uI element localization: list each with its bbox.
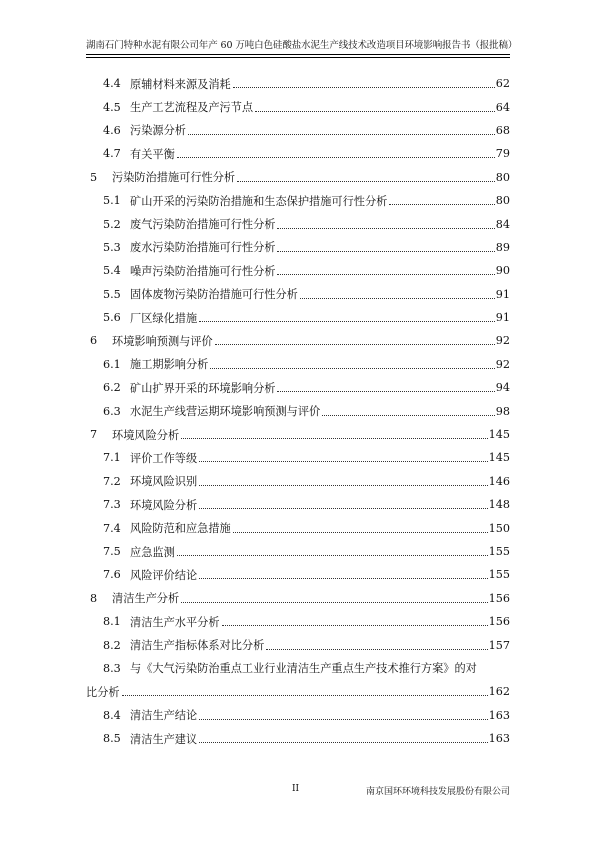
toc-entry-number: 8.3 — [103, 661, 121, 675]
toc-entry-title: 清洁生产分析 — [112, 592, 180, 606]
toc-entry[interactable] — [86, 587, 510, 610]
dot-leader — [199, 578, 488, 579]
dot-leader — [233, 532, 488, 533]
toc-entry-number: 8.4 — [103, 708, 121, 722]
toc-entry-page: 145 — [488, 428, 510, 442]
toc-entry-number: 6.2 — [103, 381, 121, 395]
header-rule — [86, 54, 510, 55]
toc-entry-title: 施工期影响分析 — [130, 358, 209, 372]
toc-entry-page: 150 — [488, 521, 510, 535]
toc-entry[interactable] — [86, 95, 510, 118]
dot-leader — [199, 508, 488, 509]
toc-entry[interactable] — [86, 727, 510, 750]
toc-entry-title: 风险评价结论 — [130, 568, 198, 582]
toc-entry-page: 92 — [495, 334, 510, 348]
toc-entry-title: 清洁生产水平分析 — [130, 615, 220, 629]
toc-entry-page: 98 — [495, 404, 510, 418]
toc-entry[interactable] — [86, 189, 510, 212]
toc-entry-page: 156 — [488, 615, 510, 629]
toc-entry-number: 8.1 — [103, 615, 121, 629]
footer-page-number: II — [292, 784, 300, 794]
toc-entry-number: 4.6 — [103, 123, 121, 137]
toc-entry-page: 80 — [495, 170, 510, 184]
toc-entry-page: 163 — [488, 708, 510, 722]
dot-leader — [266, 649, 487, 650]
toc-entry-title: 厂区绿化措施 — [130, 311, 198, 325]
toc-entry-number: 5.5 — [103, 287, 121, 301]
toc-entry[interactable] — [86, 376, 510, 399]
toc-entry-title: 水泥生产线营运期环境影响预测与评价 — [130, 405, 321, 419]
header-rule-thin — [86, 57, 510, 58]
dot-leader — [181, 438, 488, 439]
toc-entry[interactable] — [86, 704, 510, 727]
toc-entry-page: 163 — [488, 732, 510, 746]
toc-entry[interactable] — [86, 399, 510, 422]
toc-entry-number: 6.3 — [103, 404, 121, 418]
toc-entry[interactable] — [86, 329, 510, 352]
toc-entry[interactable] — [86, 540, 510, 563]
toc-entry-page: 84 — [495, 217, 510, 231]
toc-entry[interactable] — [86, 353, 510, 376]
toc-entry[interactable] — [86, 306, 510, 329]
dot-leader — [277, 251, 494, 252]
toc-entry-number: 7.6 — [103, 568, 121, 582]
toc-entry[interactable] — [86, 166, 510, 189]
toc-entry-title: 与《大气污染防治重点工业行业清洁生产重点生产技术推行方案》的对 — [130, 662, 477, 676]
toc-entry[interactable] — [86, 657, 510, 680]
toc-entry-number: 4.5 — [103, 100, 121, 114]
toc-entry-page: 155 — [488, 545, 510, 558]
toc-entry-number: 7.4 — [103, 521, 121, 535]
footer-company: 南京国环环境科技发展股份有限公司 — [365, 787, 510, 797]
toc-entry-page: 148 — [488, 498, 510, 512]
dot-leader — [215, 344, 495, 345]
dot-leader — [322, 415, 495, 416]
toc-entry[interactable] — [86, 72, 510, 95]
toc-entry[interactable] — [86, 563, 510, 586]
toc-entry-number: 5.4 — [103, 264, 121, 278]
toc-entry-number: 5.1 — [103, 194, 121, 208]
toc-entry-title: 污染防治措施可行性分析 — [112, 171, 236, 185]
toc-entry-page: 68 — [495, 123, 510, 137]
dot-leader — [237, 181, 495, 182]
toc-entry-title: 废气污染防治措施可行性分析 — [130, 218, 276, 232]
toc-entry[interactable] — [86, 236, 510, 259]
toc-entry-number: 8.5 — [103, 732, 121, 746]
toc-entry-page: 91 — [495, 311, 510, 325]
dot-leader — [210, 368, 494, 369]
dot-leader — [222, 625, 488, 626]
dot-leader — [199, 485, 488, 486]
toc-entry-title: 废水污染防治措施可行性分析 — [130, 241, 276, 255]
dot-leader — [181, 602, 488, 603]
dot-leader — [277, 274, 494, 275]
table-of-contents — [86, 72, 510, 750]
toc-entry-title: 环境风险分析 — [130, 498, 198, 512]
dot-leader — [199, 321, 495, 322]
toc-entry-page: 89 — [495, 240, 510, 254]
toc-entry-page: 79 — [495, 147, 510, 161]
dot-leader — [199, 742, 488, 743]
toc-entry[interactable] — [86, 516, 510, 539]
toc-entry-number: 5 — [90, 170, 98, 184]
toc-entry-title: 环境风险分析 — [112, 428, 180, 442]
toc-entry[interactable] — [86, 142, 510, 165]
toc-entry-number: 7.2 — [103, 474, 121, 488]
toc-entry[interactable] — [86, 259, 510, 282]
toc-entry-number: 8.2 — [103, 638, 121, 652]
toc-entry-title: 环境风险识别 — [130, 475, 198, 489]
toc-entry-title: 清洁生产建议 — [130, 732, 198, 746]
toc-entry-title: 评价工作等级 — [130, 451, 198, 465]
toc-entry-number: 7 — [90, 428, 98, 442]
toc-entry-number: 7.5 — [103, 545, 121, 558]
dot-leader — [233, 87, 495, 88]
toc-entry[interactable] — [86, 446, 510, 469]
toc-entry-title: 污染源分析 — [130, 124, 186, 138]
toc-entry[interactable] — [86, 283, 510, 306]
toc-entry-title: 环境影响预测与评价 — [112, 334, 213, 348]
dot-leader — [277, 228, 494, 229]
toc-entry-page: 80 — [495, 194, 510, 208]
toc-entry-number: 7.1 — [103, 451, 121, 465]
toc-entry-number: 6 — [90, 334, 98, 348]
toc-entry-page: 145 — [488, 451, 510, 465]
dot-leader — [177, 555, 488, 556]
toc-entry-page: 91 — [495, 287, 510, 301]
toc-entry-title: 固体废物污染防治措施可行性分析 — [130, 288, 298, 302]
toc-entry-page: 92 — [495, 357, 510, 371]
toc-entry-title: 清洁生产指标体系对比分析 — [130, 639, 265, 653]
toc-entry-page: 90 — [495, 264, 510, 278]
dot-leader — [277, 391, 494, 392]
toc-entry-number: 8 — [90, 591, 98, 605]
toc-entry-title: 噪声污染防治措施可行性分析 — [130, 264, 276, 278]
toc-entry-number: 7.3 — [103, 498, 121, 512]
dot-leader — [177, 157, 495, 158]
toc-entry[interactable] — [86, 633, 510, 656]
toc-entry-page: 146 — [488, 474, 510, 488]
dot-leader — [255, 111, 495, 112]
toc-entry[interactable] — [86, 610, 510, 633]
toc-entry-page: 94 — [495, 381, 510, 395]
toc-entry[interactable] — [86, 423, 510, 446]
toc-entry-title: 矿山开采的污染防治措施和生态保护措施可行性分析 — [130, 194, 388, 208]
toc-entry-page: 62 — [495, 77, 510, 91]
dot-leader — [122, 695, 488, 696]
toc-entry[interactable] — [86, 119, 510, 142]
toc-entry-title: 风险防范和应急措施 — [130, 522, 231, 536]
toc-entry[interactable] — [86, 470, 510, 493]
dot-leader — [188, 134, 495, 135]
toc-entry-title: 有关平衡 — [130, 147, 175, 161]
toc-entry-title: 应急监测 — [130, 545, 175, 559]
toc-entry-number: 5.2 — [103, 217, 121, 231]
dot-leader — [199, 461, 488, 462]
toc-entry-title-continued: 比分析 — [86, 685, 120, 699]
toc-entry-number: 4.7 — [103, 147, 121, 161]
toc-entry-number: 5.6 — [103, 311, 121, 325]
running-header: 湖南石门特种水泥有限公司年产 60 万吨白色硅酸盐水泥生产线技术改造项目环境影响报告书（报批稿） — [86, 40, 518, 51]
toc-entry-page: 155 — [488, 568, 510, 582]
toc-entry-page: 157 — [488, 638, 510, 652]
toc-entry-number: 5.3 — [103, 240, 121, 254]
toc-entry-title: 生产工艺流程及产污节点 — [130, 101, 254, 115]
dot-leader — [389, 204, 494, 205]
toc-entry[interactable] — [86, 212, 510, 235]
toc-entry-page: 162 — [488, 685, 510, 699]
toc-entry-title: 清洁生产结论 — [130, 709, 198, 723]
toc-entry-title: 矿山扩界开采的环境影响分析 — [130, 381, 276, 395]
toc-entry[interactable] — [86, 493, 510, 516]
toc-entry-continuation[interactable] — [86, 680, 510, 703]
dot-leader — [300, 298, 495, 299]
toc-entry-number: 6.1 — [103, 357, 121, 371]
toc-entry-title: 原辅材料来源及消耗 — [130, 77, 231, 91]
dot-leader — [199, 719, 488, 720]
toc-entry-number: 4.4 — [103, 77, 121, 91]
toc-entry-page: 64 — [495, 100, 510, 114]
toc-entry-page: 156 — [488, 591, 510, 605]
